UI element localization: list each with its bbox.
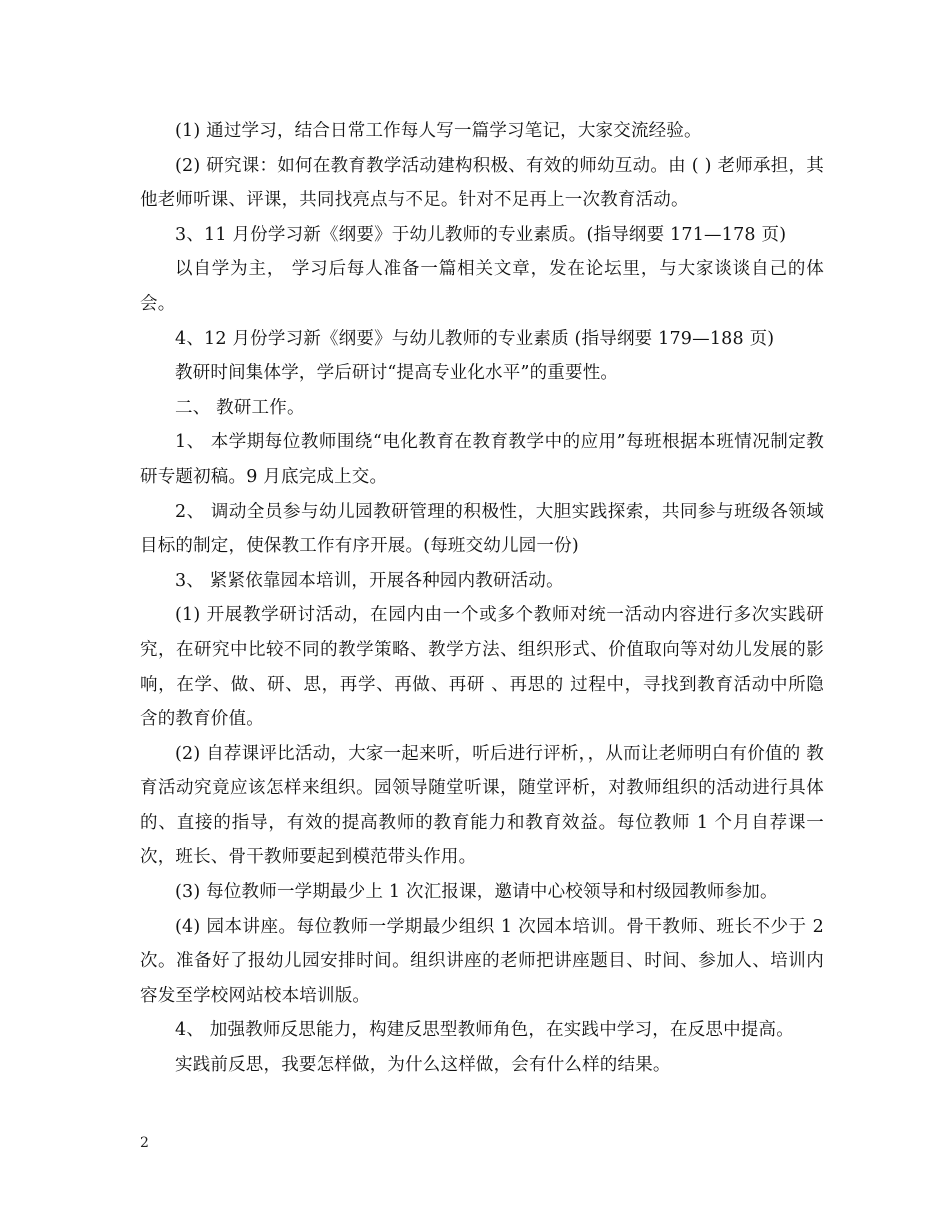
paragraph-13: (3) 每位教师一学期最少上 1 次汇报课，邀请中心校领导和村级园教师参加。 xyxy=(175,882,778,903)
paragraph-4: 以自学为主， 学习后每人准备一篇相关文章，发在论坛里，与大家谈谈自己的体会。 xyxy=(140,259,824,314)
paragraph-12: (2) 自荐课评比活动，大家一起来听，听后进行评析，，从而让老师明白有价值的 教育活动究竟应该怎样来组织。园领导随堂听课，随堂评析，对教师组织的活动进行具体的、直接的指导，有效的提高教师的教育能力和教育效益。每位教师 1 个月自荐课一次，班长、骨干教师要起到模范带头作用。 xyxy=(140,743,824,868)
paragraph-2: (2) 研究课：如何在教育教学活动建构积极、有效的师幼互动。由 ( ) 老师承担，其他老师听课、评课，共同找亮点与不足。针对不足再上一次教育活动。 xyxy=(140,155,824,211)
paragraph-16: 实践前反思，我要怎样做，为什么这样做，会有什么样的结果。 xyxy=(175,1055,671,1076)
section-heading: 二、 教研工作。 xyxy=(175,397,305,418)
paragraph-8: 1、 本学期每位教师围绕“电化教育在教育教学中的应用”每班根据本班情况制定教研专题初稿。9 月底完成上交。 xyxy=(140,432,824,487)
paragraph-10: 3、 紧紧依靠园本培训，开展各种园内教研活动。 xyxy=(175,570,564,591)
paragraph-6: 教研时间集体学，学后研讨“提高专业化水平”的重要性。 xyxy=(175,363,619,384)
paragraph-3: 3、11 月份学习新《纲要》于幼儿教师的专业素质。(指导纲要 171—178 页) xyxy=(175,224,787,245)
paragraph-5: 4、12 月份学习新《纲要》与幼儿教师的专业素质 (指导纲要 179—188 页) xyxy=(175,328,775,349)
paragraph-1: (1) 通过学习，结合日常工作每人写一篇学习笔记，大家交流经验。 xyxy=(175,121,702,141)
paragraph-9: 2、 调动全员参与幼儿园教研管理的积极性，大胆实践探索，共同参与班级各领域目标的制定，使保教工作有序开展。(每班交幼儿园一份) xyxy=(140,501,824,557)
paragraph-11: (1) 开展教学研讨活动，在园内由一个或多个教师对统一活动内容进行多次实践研究，在研究中比较不同的教学策略、教学方法、组织形式、价值取向等对幼儿发展的影响，在学、做、研、思，再学、再做、再研 、再思的 过程中，寻找到教育活动中所隐含的教育价值。 xyxy=(140,605,824,730)
page-number: 2 xyxy=(140,1135,149,1151)
paragraph-15: 4、 加强教师反思能力，构建反思型教师角色，在实践中学习，在反思中提高。 xyxy=(175,1020,794,1041)
document-body xyxy=(140,114,824,1083)
paragraph-14: (4) 园本讲座。每位教师一学期最少组织 1 次园本培训。骨干教师、班长不少于 2 次。准备好了报幼儿园安排时间。组织讲座的老师把讲座题目、时间、参加人、培训内容发至学校网站校本培训版。 xyxy=(140,916,824,1006)
